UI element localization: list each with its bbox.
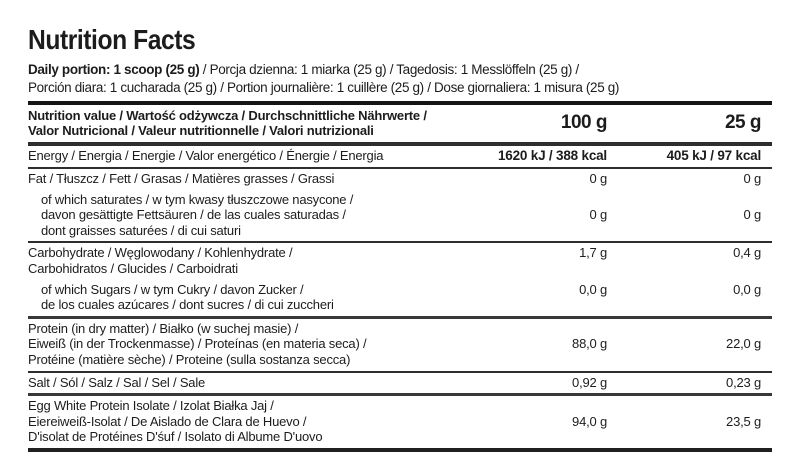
daily-portion-line2: Porción diara: 1 cucharada (25 g) / Portion journalière: 1 cuillère (25 g) / Dose giornaliera: 1 misura (25 g)	[28, 79, 620, 95]
row-label	[28, 398, 487, 445]
table-row	[28, 371, 772, 394]
row-label	[28, 375, 487, 391]
column-header-25g: 25 g	[724, 112, 761, 134]
row-label-line: Egg White Protein Isolate / Izolat Białka Jaj /	[28, 398, 274, 414]
nutrition-label	[28, 24, 772, 452]
table-header-label-line1: Nutrition value / Wartość odżywcza / Durchschnittliche Nährwerte /	[28, 108, 427, 123]
nutrition-table	[28, 101, 772, 452]
row-label-line: of which saturates / w tym kwasy tłuszczowe nasycone /	[41, 191, 354, 207]
row-label	[28, 148, 487, 164]
table-bottom-rule	[28, 448, 772, 452]
row-label	[28, 171, 487, 187]
value-25g: 0 g	[743, 171, 761, 186]
value-25g: 22,0 g	[726, 336, 761, 352]
table-row	[28, 280, 772, 316]
table-header-label	[28, 108, 487, 138]
row-label-line: Fat / Tłuszcz / Fett / Grasas / Matières grasses / Grassi	[28, 171, 335, 186]
row-label-line: D'isolat de Protéines D'śuf / Isolato di Albume D'uovo	[28, 429, 323, 445]
row-label-line: Carbohydrate / Węglowodany / Kohlenhydrate /	[28, 245, 293, 261]
table-header-label-line2: Valor Nutricional / Valeur nutritionnelle / Valori nutrizionali	[28, 123, 374, 139]
table-row	[28, 316, 772, 371]
row-label-line: Eiereiweiß-Isolat / De Aislado de Clara de Huevo /	[28, 413, 307, 429]
row-label-line: Carbohidratos / Glucides / Carboidrati	[28, 260, 238, 276]
table-row	[28, 190, 772, 242]
row-label	[28, 282, 487, 313]
row-label	[28, 321, 487, 368]
value-100g: 0,0 g	[579, 281, 607, 297]
row-label-line: of which Sugars / w tym Cukry / davon Zucker /	[41, 281, 304, 297]
value-100g: 1620 kJ / 388 kcal	[497, 148, 607, 164]
value-100g: 0,92 g	[572, 374, 607, 390]
table-row	[28, 393, 772, 448]
nutrition-table-body	[28, 144, 772, 448]
value-25g: 405 kJ / 97 kcal	[666, 148, 761, 164]
daily-portion-bold: Daily portion: 1 scoop (25 g)	[28, 62, 200, 77]
table-row	[28, 167, 772, 190]
row-label	[28, 192, 487, 239]
row-label-line: de los cuales azúcares / dont sucres / di cui zuccheri	[41, 297, 334, 313]
value-100g: 88,0 g	[572, 336, 607, 352]
table-row	[28, 144, 772, 167]
daily-portion	[28, 61, 772, 96]
row-label-line: Energy / Energia / Energie / Valor energético / Énergie / Energia	[28, 148, 384, 164]
value-100g: 94,0 g	[572, 413, 607, 429]
row-label-line: dont graisses saturées / di cui saturi	[41, 222, 241, 238]
row-label-line: davon gesättigte Fettsäuren / de las cuales saturadas /	[41, 207, 346, 223]
daily-portion-line1-rest: / Porcja dzienna: 1 miarka (25 g) / Tagedosis: 1 Messlöffeln (25 g) /	[199, 62, 579, 77]
row-label-line: Eiweiß (in der Trockenmasse) / Proteínas (en materia seca) /	[28, 336, 367, 352]
value-25g: 0,0 g	[733, 281, 761, 297]
row-label-line: Protein (in dry matter) / Białko (w suchej masie) /	[28, 320, 299, 336]
value-25g: 23,5 g	[726, 413, 761, 429]
value-100g: 0 g	[589, 207, 607, 223]
value-100g: 1,7 g	[579, 245, 607, 261]
row-label-line: Salt / Sól / Salz / Sal / Sel / Sale	[28, 374, 206, 390]
row-label	[28, 245, 487, 276]
column-header-100g: 100 g	[560, 112, 607, 134]
table-header-row	[28, 101, 772, 144]
value-25g: 0,23 g	[726, 374, 761, 390]
value-25g: 0 g	[743, 207, 761, 223]
value-25g: 0,4 g	[733, 245, 761, 261]
page-title: Nutrition Facts	[28, 24, 196, 55]
table-row	[28, 241, 772, 279]
value-100g: 0 g	[589, 171, 607, 186]
row-label-line: Protéine (matière sèche) / Proteine (sulla sostanza secca)	[28, 351, 351, 367]
